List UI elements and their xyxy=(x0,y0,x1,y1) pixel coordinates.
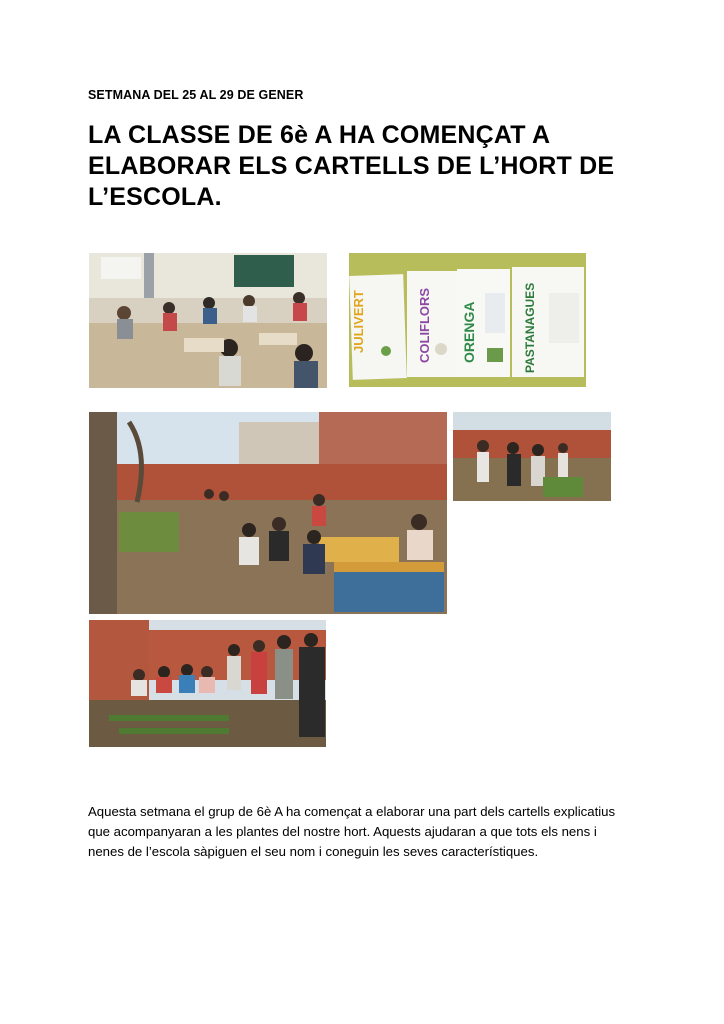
body-line: nenes de l’escola sàpiguen el seu nom i coneguin les seves característiques. xyxy=(88,844,539,859)
week-heading: SETMANA DEL 25 AL 29 DE GENER xyxy=(88,88,304,102)
body-line: Aquesta setmana el grup de 6è A ha començat a elaborar una part dels cartells explicatius xyxy=(88,804,616,819)
title-line: LA CLASSE DE 6è A HA COMENÇAT A xyxy=(88,121,551,149)
garden-photo-small xyxy=(453,412,611,501)
title-line: L’ESCOLA. xyxy=(88,183,222,211)
posters-photo xyxy=(349,253,586,387)
garden-photo-wide xyxy=(89,412,447,614)
body-paragraph xyxy=(88,802,648,862)
body-line: que acompanyaran a les plantes del nostre hort. Aquests ajudaran a que tots els nens i xyxy=(88,824,597,839)
classroom-photo xyxy=(89,253,327,388)
poster-label: ORENGA xyxy=(461,301,477,363)
garden-photo-group xyxy=(89,620,326,747)
poster-label: JULIVERT xyxy=(351,290,366,353)
title-line: ELABORAR ELS CARTELLS DE L’HORT DE xyxy=(88,152,615,180)
poster-label: COLIFLORS xyxy=(417,287,432,363)
poster-label: PASTANAGUES xyxy=(523,282,537,373)
page-title xyxy=(88,120,648,213)
